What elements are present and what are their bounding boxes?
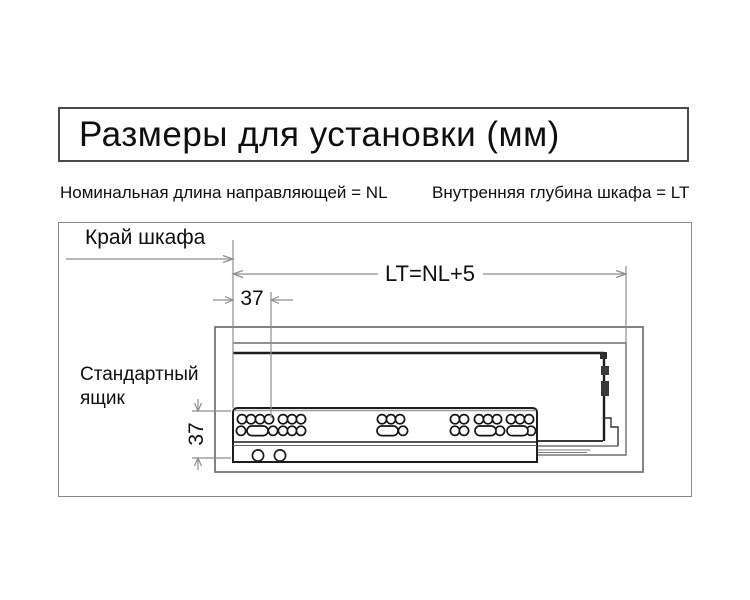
front-offset-dimension-label: 37 bbox=[237, 287, 266, 311]
slide-rail bbox=[233, 408, 537, 462]
rail-hole bbox=[386, 415, 395, 424]
rail-hole bbox=[255, 415, 264, 424]
drawer-back-clip bbox=[601, 381, 609, 396]
rail-hole bbox=[296, 426, 305, 435]
rail-hole bbox=[268, 426, 277, 435]
page-title: Размеры для установки (мм) bbox=[79, 114, 560, 154]
rail-hole bbox=[483, 415, 492, 424]
rail-hole bbox=[287, 415, 296, 424]
rail-hole bbox=[459, 426, 468, 435]
rail-hole bbox=[377, 426, 398, 436]
rail-hole bbox=[264, 415, 273, 424]
rail-hole bbox=[475, 426, 496, 436]
rail-hole bbox=[236, 426, 245, 435]
rail-hook bbox=[252, 450, 263, 461]
rail-hole bbox=[450, 426, 459, 435]
rail-hole bbox=[492, 415, 501, 424]
rail-hole bbox=[278, 415, 287, 424]
rail-hole bbox=[296, 415, 305, 424]
rail-hole bbox=[524, 415, 533, 424]
rail-hole bbox=[377, 415, 386, 424]
bottom-offset-dimension-label: 37 bbox=[185, 419, 209, 448]
standard-drawer-label: Стандартный ящик bbox=[80, 364, 199, 409]
rail-hole bbox=[398, 426, 407, 435]
rail-hole bbox=[246, 415, 255, 424]
rail-hole bbox=[450, 415, 459, 424]
rail-hook bbox=[274, 450, 285, 461]
rail-hole bbox=[395, 415, 404, 424]
rail-hole bbox=[247, 426, 268, 436]
cabinet-edge-label: Край шкафа bbox=[85, 226, 206, 249]
rail-hole bbox=[459, 415, 468, 424]
rail-hole bbox=[287, 426, 296, 435]
rail-hole bbox=[506, 415, 515, 424]
rail-hole bbox=[237, 415, 246, 424]
rail-hole bbox=[474, 415, 483, 424]
drawer-back-clip bbox=[600, 352, 607, 359]
depth-dimension-label: LT=NL+5 bbox=[381, 261, 479, 287]
rail-hole bbox=[515, 415, 524, 424]
rail-hole bbox=[278, 426, 287, 435]
rear-bracket bbox=[604, 418, 618, 446]
drawer-back-clip bbox=[601, 366, 609, 375]
legend-inner-depth: Внутренняя глубина шкафа = LT bbox=[432, 183, 690, 202]
rail-hole bbox=[507, 426, 528, 436]
legend-nominal-length: Номинальная длина направляющей = NL bbox=[60, 183, 388, 202]
